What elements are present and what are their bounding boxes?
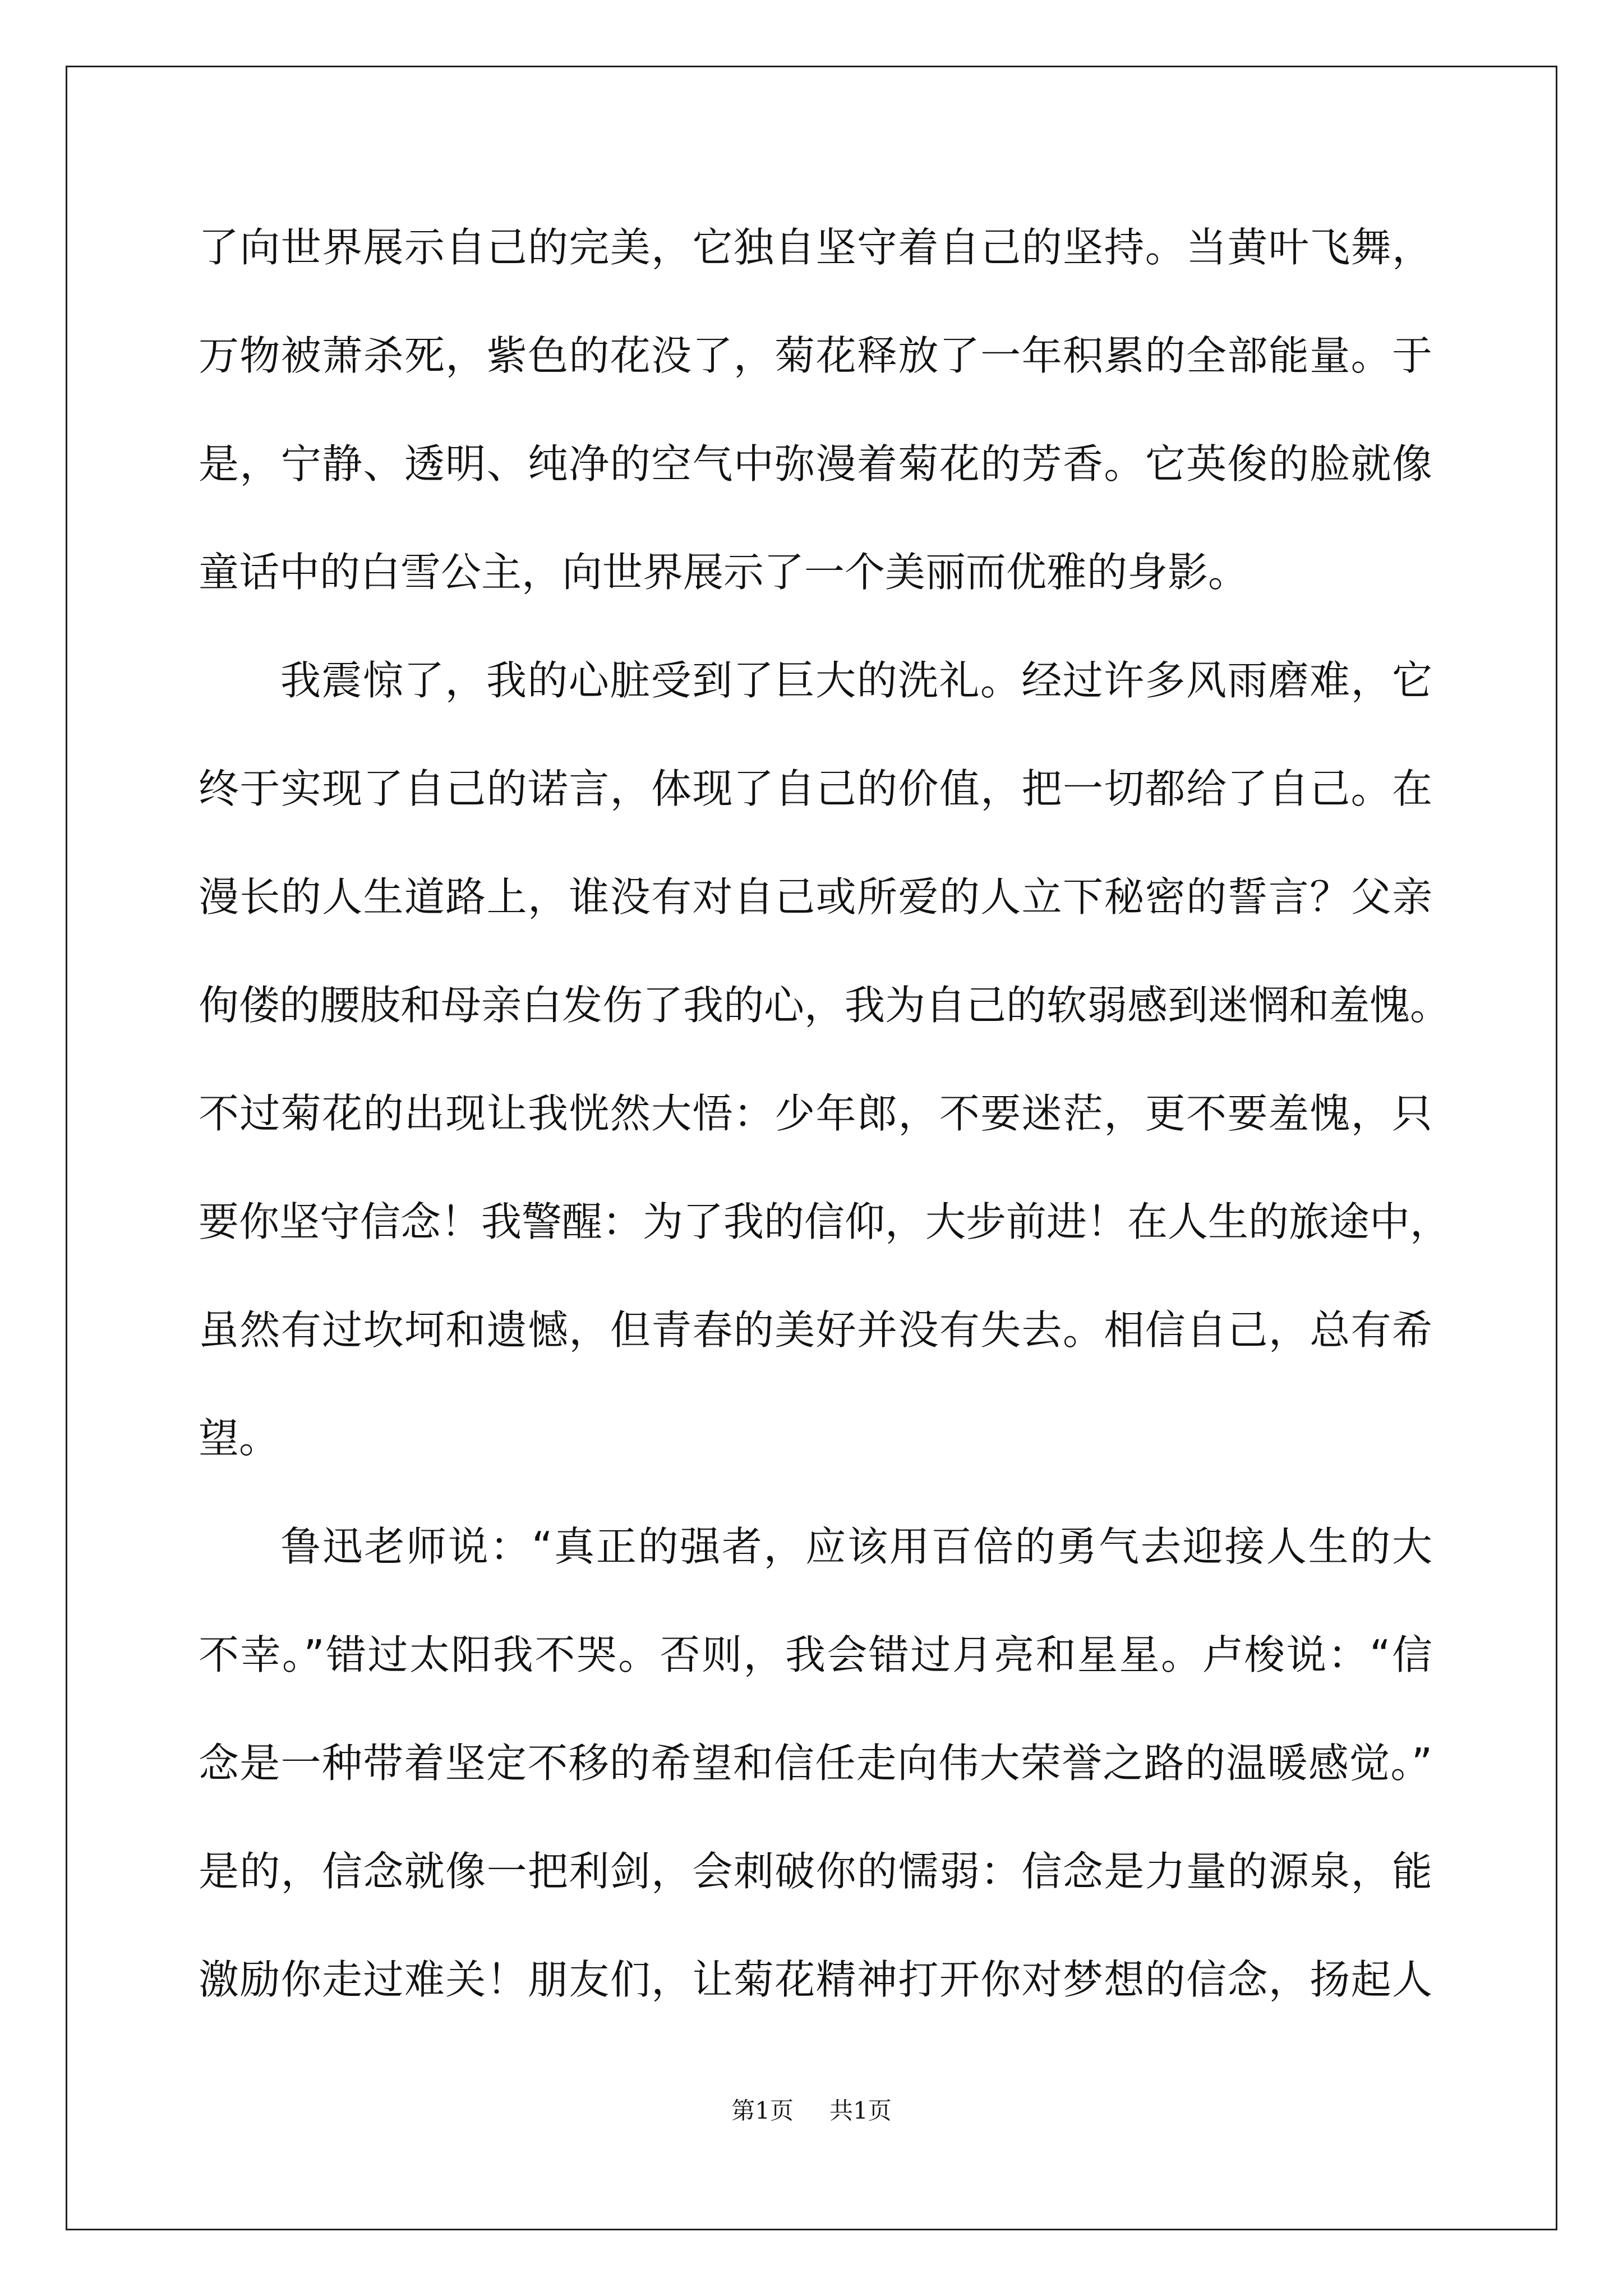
text-line: 不幸。”错过太阳我不哭。否则，我会错过月亮和星星。卢梭说：“信 (199, 1631, 1432, 1678)
page-number: 第1页 (731, 2097, 794, 2124)
text-line: 望。 (199, 1415, 280, 1462)
text-line: 不过菊花的出现让我恍然大悟：少年郎，不要迷茫，更不要羞愧，只 (199, 1090, 1432, 1137)
document-body (199, 194, 1451, 2034)
page-footer (0, 2092, 1623, 2126)
text-line: 终于实现了自己的诺言，体现了自己的价值，把一切都给了自己。在 (199, 765, 1432, 812)
text-line: 我震惊了，我的心脏受到了巨大的洗礼。经过许多风雨磨难，它 (280, 657, 1432, 704)
text-line: 要你坚守信念！我警醒：为了我的信仰，大步前进！在人生的旅途中， (199, 1198, 1451, 1245)
text-line: 万物被萧杀死，紫色的花没了，菊花释放了一年积累的全部能量。于 (199, 332, 1432, 379)
text-line: 了向世界展示自己的完美，它独自坚守着自己的坚持。当黄叶飞舞， (199, 224, 1432, 271)
text-line: 漫长的人生道路上，谁没有对自己或所爱的人立下秘密的誓言？父亲 (199, 873, 1432, 921)
text-line: 激励你走过难关！朋友们，让菊花精神打开你对梦想的信念，扬起人 (199, 1956, 1432, 2003)
page-total: 共1页 (829, 2097, 892, 2124)
text-line: 念是一种带着坚定不移的希望和信任走向伟大荣誉之路的温暖感觉。” (199, 1740, 1432, 1787)
text-line: 虽然有过坎坷和遗憾，但青春的美好并没有失去。相信自己，总有希 (199, 1306, 1432, 1354)
text-line: 是的，信念就像一把利剑，会刺破你的懦弱：信念是力量的源泉，能 (199, 1848, 1432, 1895)
text-line: 佝偻的腰肢和母亲白发伤了我的心，我为自己的软弱感到迷惘和羞愧。 (199, 982, 1451, 1029)
text-line: 童话中的白雪公主，向世界展示了一个美丽而优雅的身影。 (199, 549, 1249, 596)
text-line: 是，宁静、透明、纯净的空气中弥漫着菊花的芳香。它英俊的脸就像 (199, 440, 1432, 487)
text-line: 鲁迅老师说：“真正的强者，应该用百倍的勇气去迎接人生的大 (280, 1523, 1432, 1570)
